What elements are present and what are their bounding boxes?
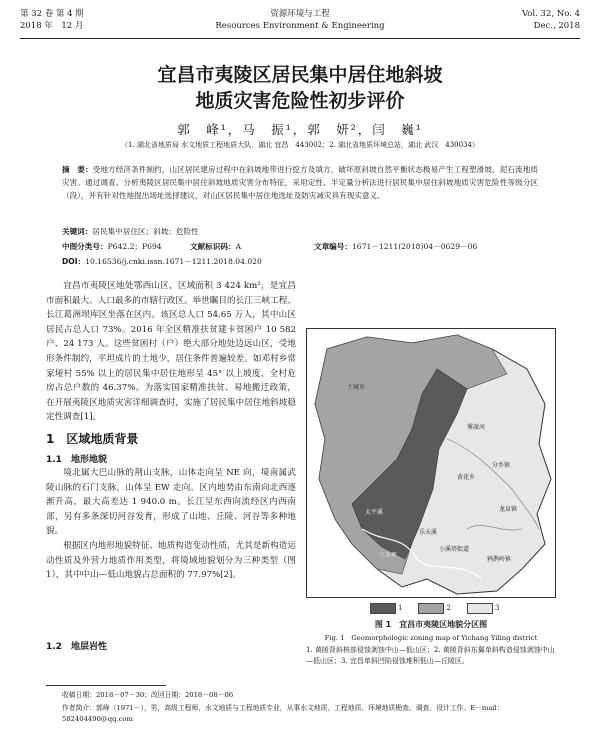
doi-row: DOI：10.16536/j.cnki.issn.1671－1211.2018.04.020 xyxy=(62,257,262,266)
map-label: 分乡镇 xyxy=(492,462,511,469)
legend-label-2: 2 xyxy=(446,604,451,612)
footnote-author: 作者简介：郭峰（1971－），男，高级工程师，水文地质与工程地质专业，从事水文地质、工程地质、环境地质勘查、调查、设计工作。E－mail：582404490@qq.com xyxy=(62,704,504,723)
geomorphology-map xyxy=(306,328,556,598)
map-label: 乐天溪 xyxy=(419,529,438,536)
legend-swatch-1 xyxy=(370,603,396,614)
map-label: 黄花乡 xyxy=(457,474,476,481)
map-label: 三斗坪 xyxy=(379,552,398,559)
header-rule xyxy=(20,38,580,39)
map-legend xyxy=(370,602,499,614)
map-label: 太平溪 xyxy=(365,509,384,516)
section-1-2-heading: 1.2 地层岩性 xyxy=(46,642,107,652)
legend-swatch-2 xyxy=(418,603,444,614)
legend-label-3: 3 xyxy=(494,604,500,612)
map-label: 龙泉镇 xyxy=(499,506,518,513)
running-header xyxy=(20,8,580,42)
map-label: 小溪塔街道 xyxy=(439,546,470,553)
section-1-1-text: 境北属大巴山脉的荆山支脉，山体走向呈 NE 向，境南属武陵山脉的石门支脉，山体呈 EW 走向。区内地势由东南向北西逐渐升高，最大高差达 1 940.0 m。长江呈东西向流经区内西南部，另有多条深切河谷发育，形成了山地、丘陵、河谷等多种地貌。 根据区内地形地貌特征、地质构造变动性质，尤其是新构造运动性质及外营力地质作用类型，将境域地貌划分为三种类型（图 1），其中中山—低山地貌占总面积的 77.97%[2]。 xyxy=(46,468,296,581)
figure-note: 1. 黄陵背斜核部侵蚀剥蚀中山—低山区；2. 黄陵背斜东翼单斜构造侵蚀剥蚀中山—低山区；3. 宜昌单斜凹陷侵蚀堆积低山—丘陵区。 xyxy=(306,646,555,665)
keywords: 关键词：居民集中居住区；斜坡；危险性 xyxy=(62,227,199,236)
figure-caption-cn: 图 1 宜昌市夷陵区地貌分区图 xyxy=(374,620,488,629)
abstract-label: 摘 要： xyxy=(62,165,93,174)
legend-swatch-3 xyxy=(467,603,493,614)
abstract-text: 受地方经济条件制约，山区居民建房过程中在斜坡地带进行挖方及填方，破坏原斜坡自然平衡状态极易产生工程塑滑坡、泥石流地质灾害。通过调查、分析夷陵区居民集中居住斜坡地质灾害分布特征，采用定性、半定量分析法进行居民集中居住斜坡地质灾害危险性等级分区（段），并有针对性地提出场址选择建议，对山区居民集中居住地选址及防灾减灾具有现实意义。 xyxy=(62,165,538,200)
figure-caption-en: Fig. 1 Geomorphologic zoning map of Yichang Yiling district xyxy=(324,634,538,642)
map-label: 土城乡 xyxy=(347,384,366,391)
map-label: 鸦鹊岭镇 xyxy=(487,556,512,563)
paper-title: 宜昌市夷陵区居民集中居住地斜坡 地质灾害危险性初步评价 xyxy=(157,64,443,112)
header-left: 第 32 卷 第 4 期 2018 年 12 月 xyxy=(20,9,84,31)
affiliation: （1. 湖北省地质局 水文地质工程地质大队，湖北 宜昌 443002；2. 湖北省地质环境总站，湖北 武汉 430034） xyxy=(121,141,479,149)
section-1-heading: 1 区域地质背景 xyxy=(46,432,139,446)
footnote-received: 收稿日期：2018－07－30；改回日期：2018－08－06 xyxy=(62,691,234,699)
authors: 郭 峰¹，马 振¹，郭 妍²，闫 巍¹ xyxy=(177,122,423,137)
abstract xyxy=(62,163,538,202)
legend-label-1: 1 xyxy=(398,604,403,612)
map-label: 雾渡河 xyxy=(467,424,486,431)
header-center: 资源环境与工程 Resources Environment & Engineering xyxy=(215,9,385,31)
section-1-1-heading: 1.1 地形地貌 xyxy=(46,455,107,465)
footnote-rule xyxy=(46,685,166,686)
header-right: Vol. 32, No. 4 Dec., 2018 xyxy=(521,9,580,31)
intro-paragraph: 宜昌市夷陵区地处鄂西山区，区域面积 3 424 km²，是宜昌市面积最大、人口最多的市辖行政区。举世瞩目的长江三峡工程、长江葛洲坝库区坐落在区内。该区总人口 54.65 万人，其中山区居民占总人口 73%。2016 年全区精准扶贫建卡贫困户 10 582 户、24 173 人。这些贫困村（户）绝大部分地处边远山区，受地形条件制约，平坦成片的土地少，居住条件普遍较差。如邓村乡常家垭村 55% 以上的居民集中居住地形呈 45° 以上坡度，全村危房占总户数的 46.37%。为落实国家精准扶贫、易地搬迁政策，在开展夷陵区地质灾害详细调查时，实施了居民集中居住地斜坡稳定性调查[1]。 xyxy=(46,281,296,423)
map-svg xyxy=(307,329,555,597)
